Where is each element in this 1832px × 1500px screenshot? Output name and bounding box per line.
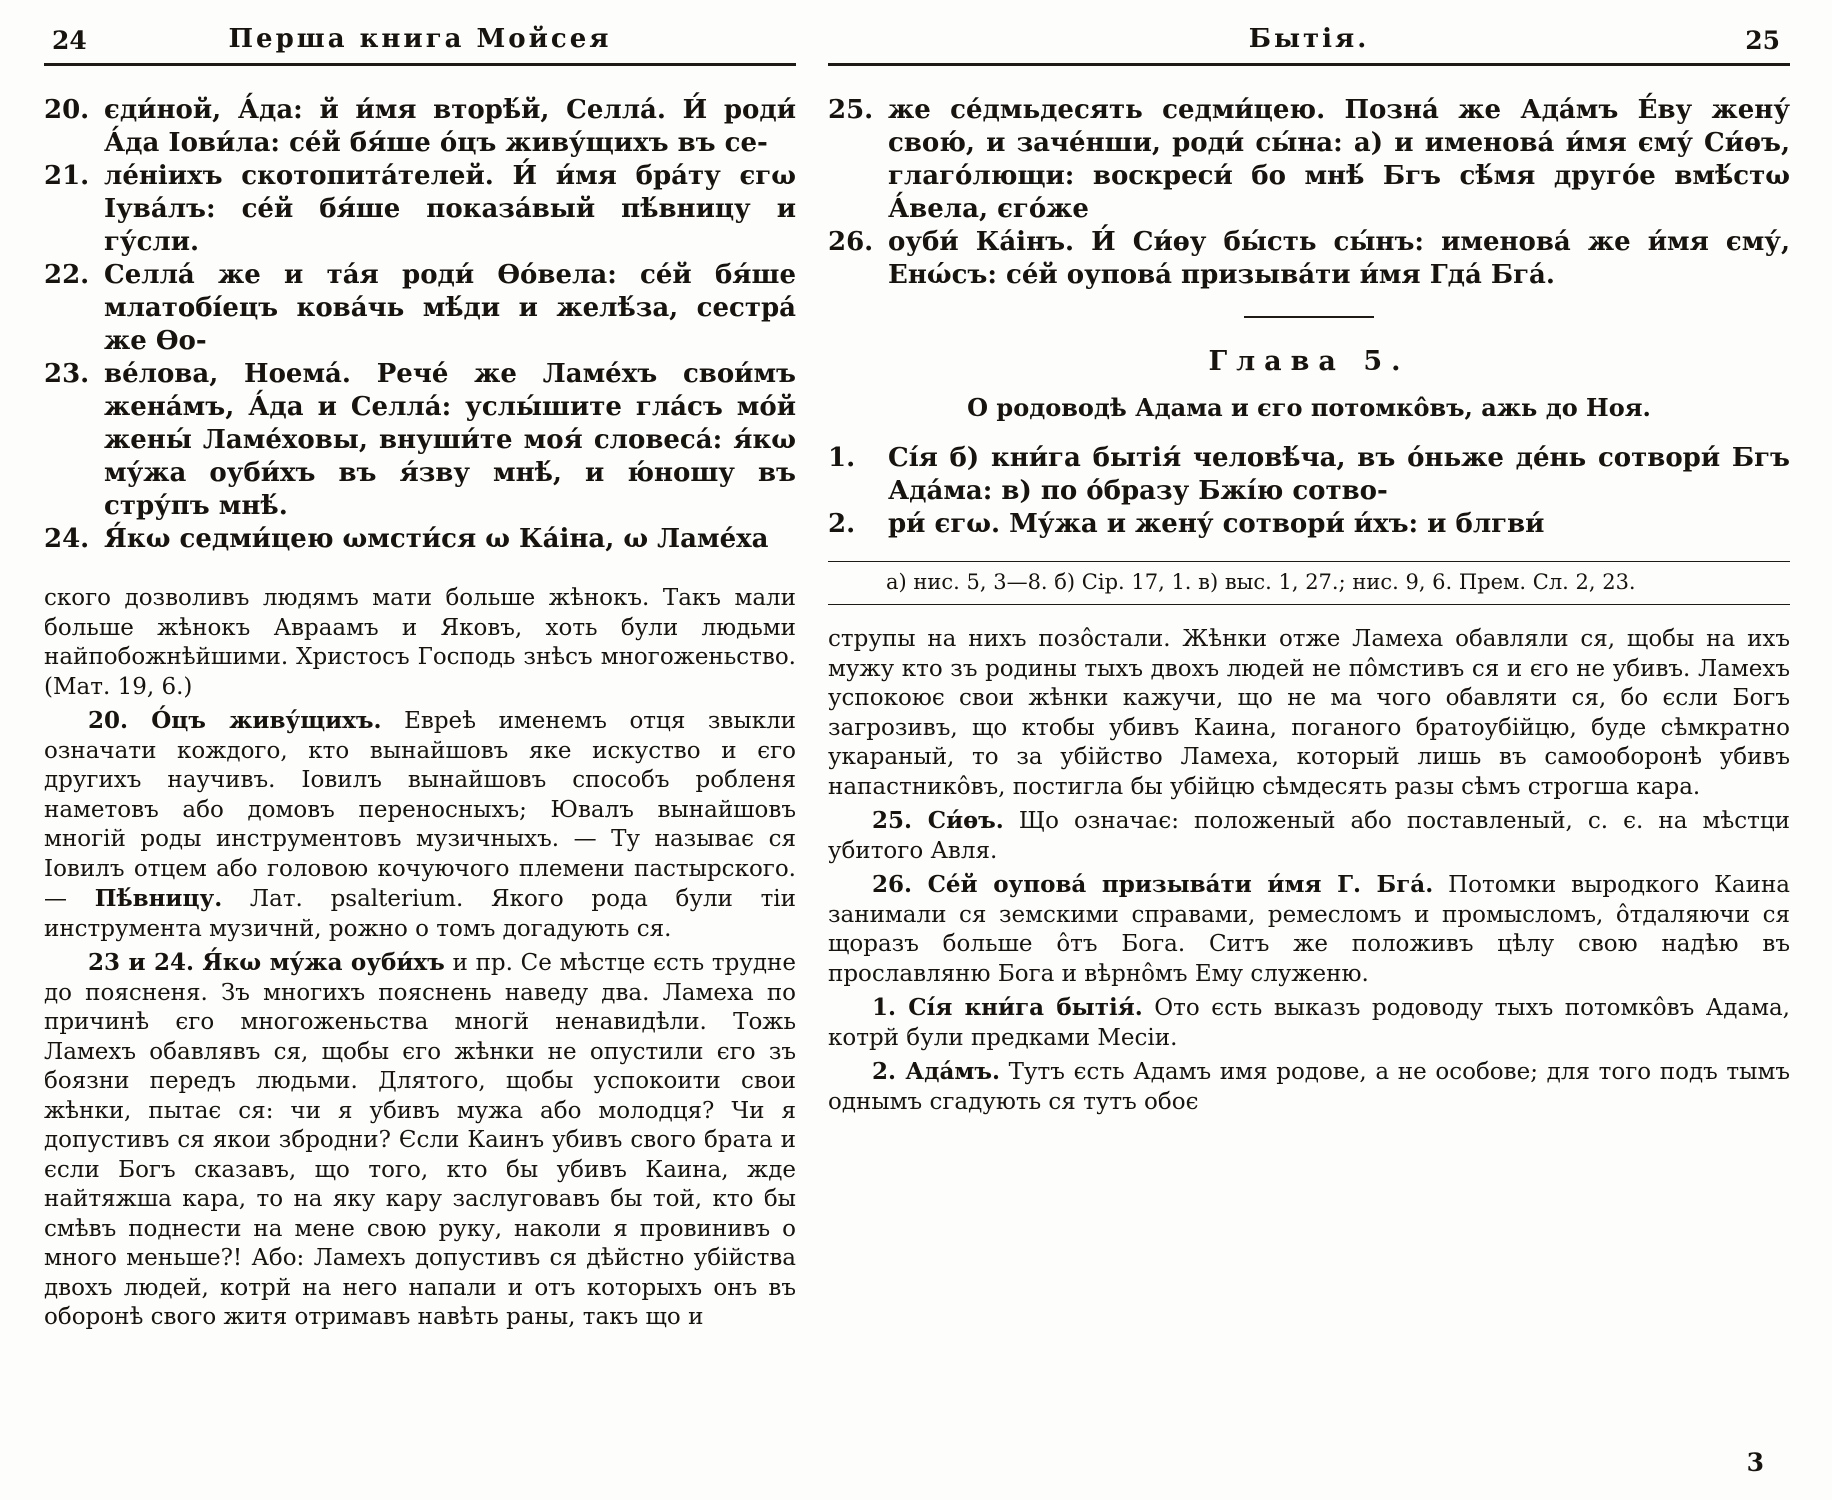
- scripture-right: [828, 94, 1790, 292]
- verse-number: 26.: [828, 227, 874, 257]
- header-rule-right: [828, 63, 1790, 66]
- verse-text: оуби́ Ка́інъ. И́ Си́ѳу бы́сть сы́нъ: именова́ же и́мя єму́, Енώсъ: се́й оупова́ призыва́ти и́мя Гда́ Бга́.: [888, 227, 1790, 290]
- verse-number: 1.: [828, 443, 856, 473]
- verse-text: ри́ єгω. Му́жа и жену́ сотвори́ и́хъ: и блгви́: [888, 509, 1545, 539]
- verse-20: [44, 94, 796, 160]
- verse-number: 25.: [828, 95, 874, 125]
- running-title-left: Перша книга Мойсея: [228, 24, 612, 54]
- page-header-left: [44, 24, 796, 60]
- verse-26: [828, 226, 1790, 292]
- scripture-chapter-5: [828, 442, 1790, 541]
- footnote-text: а) нис. 5, 3—8. б) Сір. 17, 1. в) выс. 1, 27.; нис. 9, 6. Прем. Сл. 2, 23.: [886, 570, 1636, 594]
- verse-number: 21.: [44, 161, 90, 191]
- verse-text: же се́дмьдесять седми́цею. Позна́ же Ада́мъ Е́ву жену́ свою́, и заче́нши, роди́ сы́на: а) и именова́ и́мя єму́ Си́ѳъ, глаго́лющи: воскреси́ бо мнѣ́ Бгъ сѣ́мя друго́е вмѣ́стω А́вела, єго́же: [888, 95, 1790, 224]
- verse-24: [44, 523, 796, 556]
- header-rule-left: [44, 63, 796, 66]
- verse-text: ле́ніихъ скотопита́телей. И́ и́мя бра́ту єгω Іува́лъ: се́й бя́ше показа́вый пѣ́вницу и гу́сли.: [104, 161, 796, 257]
- signature-mark: 3: [1746, 1448, 1764, 1477]
- page-right: [828, 24, 1790, 1477]
- verse-5-1: [828, 442, 1790, 508]
- commentary-right: [828, 625, 1790, 1117]
- verse-25: [828, 94, 1790, 226]
- verse-number: 22.: [44, 260, 90, 290]
- page-number-left: 24: [52, 26, 87, 55]
- commentary-paragraph: струпы на нихъ позо̂стали. Жѣнки отже Ламеха обавляли ся, щобы на ихъ мужу кто зъ родины тыхъ двохъ людей не по̂мстивъ ся и єго не убивъ. Ламехъ успокоює свои жѣнки кажучи, що не ма чого обавляти ся, бо єсли Богъ загрозивъ, що ктобы убивъ Каина, поганого братоубійцю, буде сѣмкратно укараный, то за убійство Ламеха, который лишь въ самооборонѣ убивъ напастнико̂въ, постигла бы убійцю сѣмдесять разы сѣмъ строгша кара.: [828, 626, 1790, 800]
- scripture-left: [44, 94, 796, 556]
- commentary-paragraph: 2. Ада́мъ. Тутъ єсть Адамъ имя родове, а не особове; для того подъ тымъ однымъ сгадують ся тутъ обоє: [828, 1058, 1790, 1115]
- footnote: [828, 569, 1790, 596]
- commentary-paragraph: ского дозволивъ людямъ мати больше жѣнокъ. Такъ мали больше жѣнокъ Авраамъ и Яковъ, хоть були людьми найпобожнѣйшими. Христосъ Господь знѣсъ многоженьство. (Мат. 19, 6.): [44, 585, 796, 700]
- verse-text: ве́лова, Ноема́. Рече́ же Ламе́хъ свои́мъ жена́мъ, А́да и Селла́: услы́шите гла́съ мо́й жены́ Ламе́ховы, внуши́те моя́ словеса́: я́кω му́жа оуби́хъ въ я́зву мнѣ́, и ю́ношу въ стру́пъ мнѣ́.: [104, 359, 796, 521]
- commentary-left: [44, 584, 796, 1333]
- verse-21: [44, 160, 796, 259]
- chapter-subtitle: О родоводѣ Адама и єго потомко̂въ, ажь до Ноя.: [967, 393, 1651, 422]
- footnote-rule-top: [828, 561, 1790, 562]
- verse-text: єди́ной, А́да: й и́мя вторѣ́й, Селла́. И́ роди́ А́да Іови́ла: се́й бя́ше о́цъ живу́щихъ въ се-: [104, 95, 796, 158]
- verse-22: [44, 259, 796, 358]
- commentary-paragraph: 26. Се́й оупова́ призыва́ти и́мя Г. Бга́. Потомки выродкого Каина занимали ся земскими справами, ремесломъ и промысломъ, о̂тдаляючи ся щоразъ больше о̂тъ Бога. Ситъ же положивъ цѣлу свою надѣю въ прославляню Бога и вѣрно̂мъ Ему служеню.: [828, 871, 1790, 987]
- verse-23: [44, 358, 796, 523]
- commentary-paragraph: 23 и 24. Я́кω му́жа оуби́хъ и пр. Се мѣстце єсть трудне до поясненя. Зъ многихъ пояснень наведу два. Ламеха по причинѣ єго многоженьства многй ненавидѣли. Тожь Ламехъ обавлявъ ся, щобы єго жѣнки не опустили єго зъ боязни передъ людьми. Длятого, щобы успокоити свои жѣнки, пытає ся: чи я убивъ мужа або молодця? Чи я допустивъ ся якои збродни? Єсли Каинъ убивъ свого брата и єсли Богъ сказавъ, що того, кто бы убивъ Каина, жде найтяжша кара, то на яку кару заслуговавъ бы той, кто бы смѣвъ поднести на мене свою руку, наколи я провинивъ о много меньше?! Або: Ламехъ допустивъ ся дѣйстно убійства двохъ людей, котрй на него напали и отъ которыхъ онъ въ оборонѣ свого житя отримавъ навѣть раны, такъ що и: [44, 949, 796, 1330]
- verse-number: 23.: [44, 359, 90, 389]
- page-number-right: 25: [1745, 26, 1780, 55]
- running-title-right: Бытія.: [1248, 24, 1370, 54]
- page-header-right: [828, 24, 1790, 60]
- verse-text: Сі́я б) кни́га бытія́ человѣ́ча, въ о́ньже де́нь сотвори́ Бгъ Ада́ма: в) по о́бразу Бжі́ю сотво-: [888, 443, 1790, 506]
- verse-number: 2.: [828, 509, 856, 539]
- section-divider-rule: [1244, 316, 1374, 318]
- chapter-heading: Глава 5.: [1208, 346, 1410, 377]
- verse-5-2: [828, 508, 1790, 541]
- commentary-paragraph: 1. Сі́я кни́га бытія́. Ото єсть выказъ родоводу тыхъ потомко̂въ Адама, котрй були предками Месіи.: [828, 994, 1790, 1051]
- verse-text: Селла́ же и та́я роди́ Ѳо́вела: се́й бя́ше млатобі́ецъ кова́чь мѣ́ди и желѣ́за, сестра́ же Ѳо-: [104, 260, 796, 356]
- commentary-paragraph: 25. Си́ѳъ. Що означає: положеный або поставленый, с. є. на мѣстци убитого Авля.: [828, 807, 1790, 864]
- page-left: [44, 24, 796, 1333]
- verse-number: 24.: [44, 524, 90, 554]
- footnote-rule-bottom: [828, 604, 1790, 605]
- verse-text: Я́кω седми́цею ωмсти́ся ω Ка́іна, ω Ламе́ха: [104, 524, 769, 554]
- commentary-paragraph: 20. О́цъ живу́щихъ. Евреѣ именемъ отця звыкли означати кождого, кто вынайшовъ яке искуство и єго другихъ научивъ. Іовилъ вынайшовъ способъ робленя наметовъ або домовъ переносныхъ; Ювалъ вынайшовъ многій роды инструментовъ музичныхъ. — Ту называє ся Іовилъ отцем або головою кочуючого племени пастырского. — Пѣ́вницу. Лат. psalterium. Якого рода були тіи инструмента музичнй, рожно о томъ догадують ся.: [44, 707, 797, 942]
- verse-number: 20.: [44, 95, 90, 125]
